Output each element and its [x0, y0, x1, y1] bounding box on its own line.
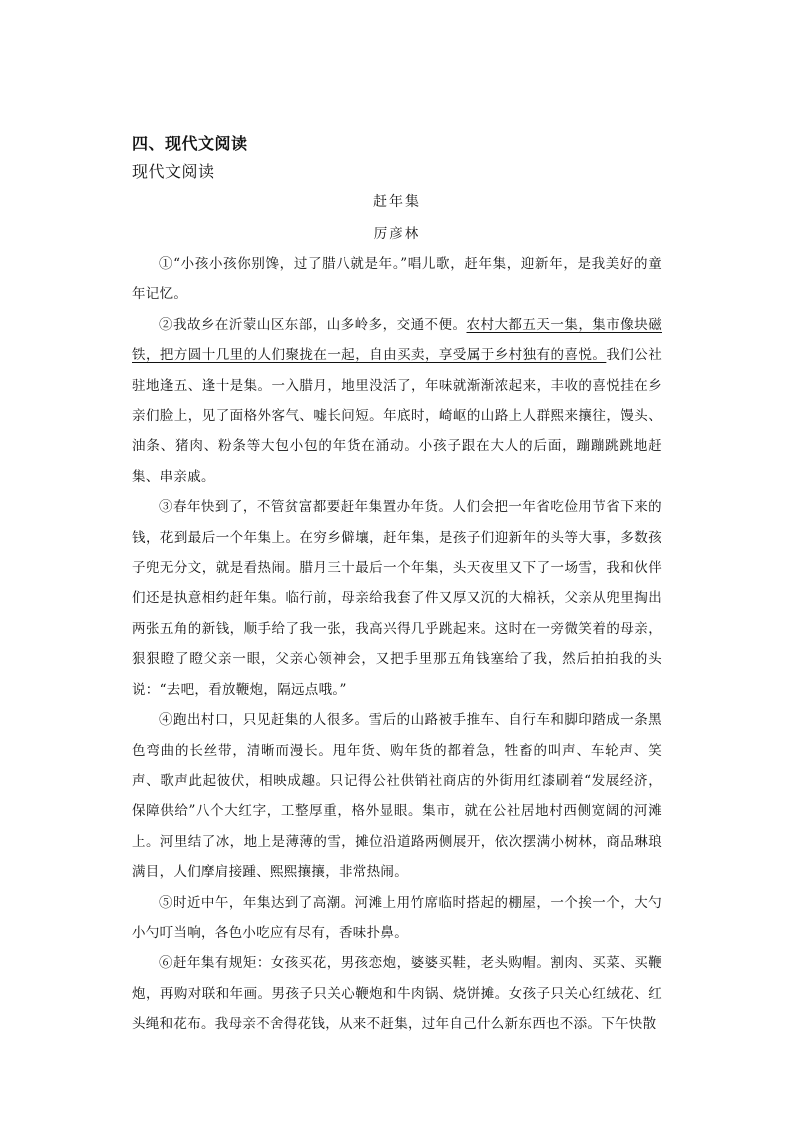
section-heading: 四、现代文阅读	[132, 134, 248, 153]
paragraph-4: ④跑出村口，只见赶集的人很多。雪后的山路被手推车、自行车和脚印踏成一条黑色弯曲的长丝带，清晰而漫长。甩年货、购年货的都着急，牲畜的叫声、车轮声、笑声、歌声此起彼伏，相映成趣。只记得公社供销社商店的外街用红漆刷着“发展经济，保障供给”八个大红字，工整厚重，格外显眼。集市，就在公社居地村西侧宽阔的河滩上。河里结了冰，地上是薄薄的雪，摊位沿道路两侧展开，依次摆满小树林，商品琳琅满目，人们摩肩接踵、熙熙攘攘，非常热闹。	[132, 712, 662, 881]
section-subheading: 现代文阅读	[132, 162, 215, 181]
underlined-sentence: 农村大都五天一集，集市像块磁铁，把方圆十几里的人们聚拢在一起，自由买卖，享受属于乡村独有的喜悦。	[132, 316, 662, 364]
paragraph-1: ①“小孩小孩你别馋，过了腊八就是年。”唱儿歌，赶年集，迎新年，是我美好的童年记忆。	[132, 256, 662, 303]
paragraph-2-rest: 我们公社驻地逢五、逢十是集。一入腊月，地里没活了，年味就渐渐浓起来，丰收的喜悦挂在乡亲们脸上，见了面格外客气、嘘长问短。年底时，崎岖的山路上人群熙来攘往，馒头、油条、猪肉、粉条等大包小包的年货在涌动。小孩子跟在大人的后面，蹦蹦跳跳地赶集、串亲戚。	[132, 347, 662, 485]
paragraph-5: ⑤时近中午，年集达到了高潮。河滩上用竹席临时搭起的棚屋，一个挨一个，大勺小勺叮当响，各色小吃应有尽有，香味扑鼻。	[132, 894, 662, 941]
paragraph-3: ③春年快到了，不管贫富都要赶年集置办年货。人们会把一年省吃俭用节省下来的钱，花到最后一个年集上。在穷乡僻壤，赶年集，是孩子们迎新年的头等大事，多数孩子兜无分文，就是看热闹。腊月三十最后一个年集，头天夜里又下了一场雪，我和伙伴们还是执意相约赶年集。临行前，母亲给我套了件又厚又沉的大棉袄，父亲从兜里掏出两张五角的新钱，顺手给了我一张，我高兴得几乎跳起来。这时在一旁微笑着的母亲，狠狠瞪了瞪父亲一眼，父亲心领神会，又把手里那五角钱塞给了我，然后拍拍我的头说：“去吧，看放鞭炮，隔远点哦。”	[132, 499, 662, 698]
article-author: 厉彦林	[373, 226, 421, 242]
article-body	[132, 249, 662, 1040]
paragraph-2	[132, 310, 662, 492]
paragraph-2-lead: ②我故乡在沂蒙山区东部，山多岭多，交通不便。	[159, 316, 467, 333]
paragraph-6: ⑥赶年集有规矩：女孩买花，男孩恋炮，婆婆买鞋，老头购帽。割肉、买菜、买鞭炮，再购对联和年画。男孩子只关心鞭炮和牛肉锅、烧饼摊。女孩子只关心红绒花、红头绳和花布。我母亲不舍得花钱，从来不赶集，过年自己什么新东西也不添。下午快散	[132, 955, 662, 1033]
article-title: 赶年集	[373, 194, 421, 210]
